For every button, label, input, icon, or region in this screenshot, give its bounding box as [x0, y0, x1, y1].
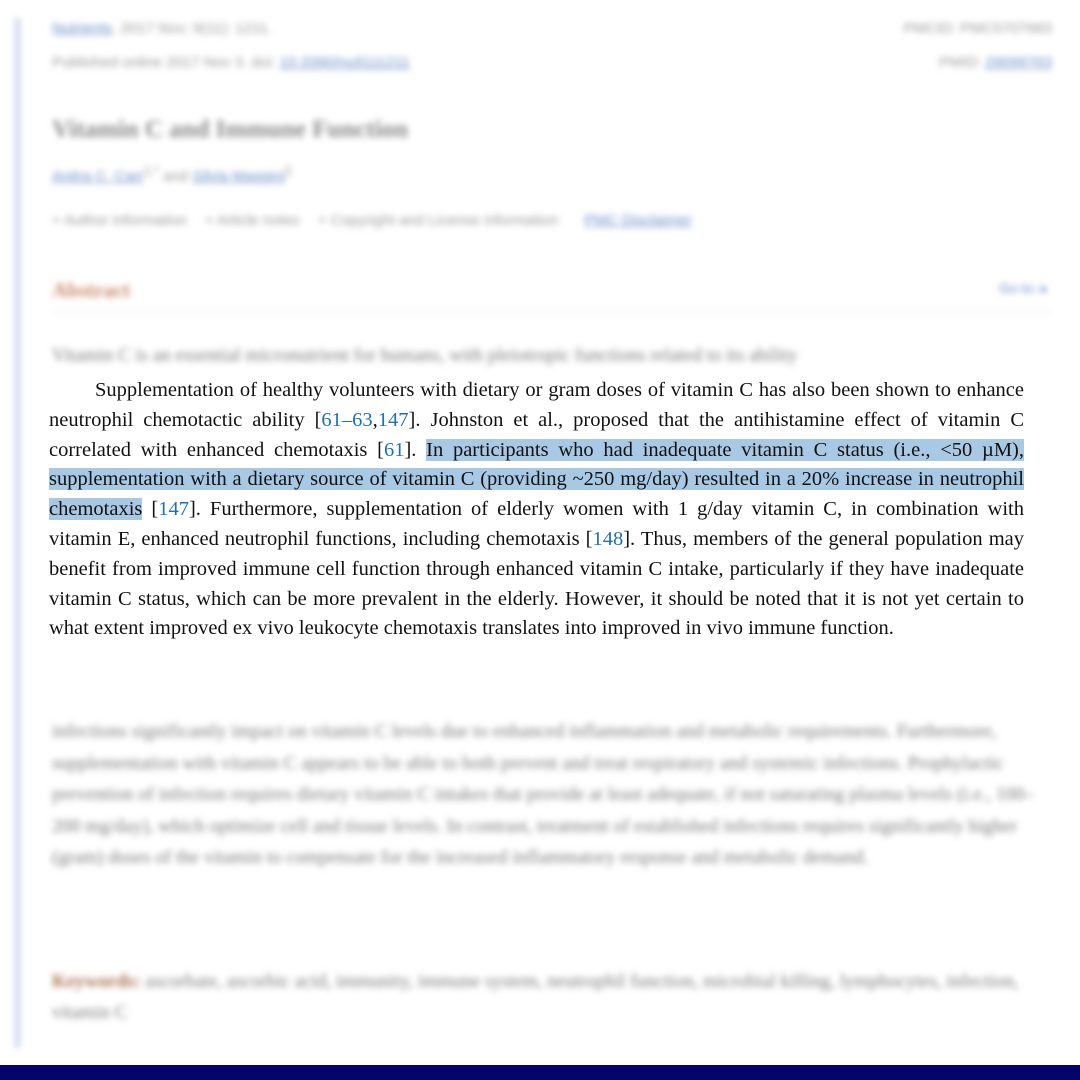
- citation-ref[interactable]: 147: [158, 498, 189, 521]
- sidebar-scroll-rail: [15, 18, 20, 1048]
- author-affiliation-sup: 1,*: [143, 164, 159, 178]
- author-conjunction: and: [158, 168, 193, 185]
- abstract-heading: Abstract: [52, 278, 131, 302]
- article-info-links: [52, 212, 706, 229]
- citation-ref-dash: –: [341, 408, 353, 431]
- article-notes-toggle[interactable]: + Article notes: [204, 212, 300, 229]
- journal-link[interactable]: Nutrients: [52, 20, 113, 37]
- citation-text: . 2017 Nov; 9(11): 1211.: [112, 20, 272, 37]
- keywords: [52, 966, 1032, 1028]
- pmid-link[interactable]: 29099763: [985, 54, 1052, 71]
- pmid-label: PMID:: [939, 54, 986, 71]
- excerpt-paragraph: [49, 376, 1024, 644]
- abstract-paragraph-bottom: infections significantly impact on vitamin C levels due to enhanced inflammation and metabolic requirements. Furthermore, supplementation with vitamin C appears to be able to both prevent and treat respiratory and systemic infections. Prophylactic prevention of infection requires dietary vitamin C intakes that provide at least adequate, if not saturating plasma levels (i.e., 100–200 mg/day), which optimize cell and tissue levels. In contrast, treatment of established infections requires significantly higher (gram) doses of the vitamin to compensate for the increased inflammatory response and metabolic demand.: [52, 721, 1034, 868]
- excerpt-text: [: [142, 498, 159, 521]
- keywords-list: ascorbate, ascorbic acid, immunity, immune system, neutrophil function, microbial killing, lymphocytes, infection, vitamin C: [52, 971, 1019, 1023]
- author-list: [52, 164, 292, 185]
- excerpt-text: Supplementation of healthy volunteers with dietary or gram doses of vitamin C has also been shown to enhance neutrophil chemotactic ability [: [49, 379, 1024, 431]
- author-link[interactable]: Silvia Maggini: [192, 168, 285, 185]
- pmc-disclaimer-link[interactable]: PMC Disclaimer: [584, 212, 692, 229]
- keywords-label: Keywords:: [52, 971, 141, 992]
- citation-ref[interactable]: 63: [352, 408, 373, 431]
- author-affiliation-sup: 2: [284, 164, 292, 178]
- copyright-toggle[interactable]: + Copyright and License information: [317, 212, 559, 229]
- citation-ref[interactable]: 61: [321, 408, 342, 431]
- doi-link[interactable]: 10.3390/nu9111211: [279, 54, 410, 71]
- published-text: Published online 2017 Nov 3. doi:: [52, 54, 276, 71]
- excerpt-text: ]. Furthermore, supplementation of elderly women with 1 g/day vitamin C, in combination with vitamin E, enhanced neutrophil functions, including chemotaxis [: [49, 498, 1025, 550]
- section-divider: [52, 312, 1052, 313]
- goto-menu[interactable]: Go to: ▸: [998, 280, 1048, 296]
- excerpt-text: ]. Thus, members of the general population may benefit from improved immune cell function through enhanced vitamin C intake, particularly if they have inadequate vitamin C status, which can be more prevalent in the elderly. However, it should be noted that it is not yet certain to what extent improved ex vivo leukocyte chemotaxis translates into improved in vivo immune function.: [49, 527, 1024, 640]
- excerpt-text: ].: [404, 438, 427, 461]
- excerpt-text: ]. Johnston et al., proposed that the antihistamine effect of vitamin C correlated with enhanced chemotaxis [: [49, 408, 1024, 461]
- author-link[interactable]: Anitra C. Carr: [52, 168, 144, 185]
- article-title: Vitamin C and Immune Function: [52, 116, 409, 143]
- pmid-line: [939, 54, 1052, 71]
- citation-ref[interactable]: 61: [383, 438, 405, 461]
- abstract-paragraph-top: Vitamin C is an essential micronutrient for humans, with pleiotropic functions related to its ability: [52, 345, 798, 366]
- published-line: [52, 54, 410, 71]
- citation-separator: ,: [372, 408, 378, 431]
- citation-ref[interactable]: 147: [377, 408, 409, 431]
- pmcid: PMCID: PMC5707683: [903, 20, 1052, 37]
- citation-ref[interactable]: 148: [592, 527, 624, 550]
- bottom-bar: [0, 1065, 1080, 1080]
- highlighted-text: In participants who had inadequate vitamin C status (i.e., <50 µM), supplementation with a dietary source of vitamin C (providing ~250 mg/day) resulted in a 20% increase in neutrophil chemotaxis: [49, 438, 1025, 521]
- author-information-toggle[interactable]: + Author information: [52, 212, 187, 229]
- citation-line: [52, 20, 272, 37]
